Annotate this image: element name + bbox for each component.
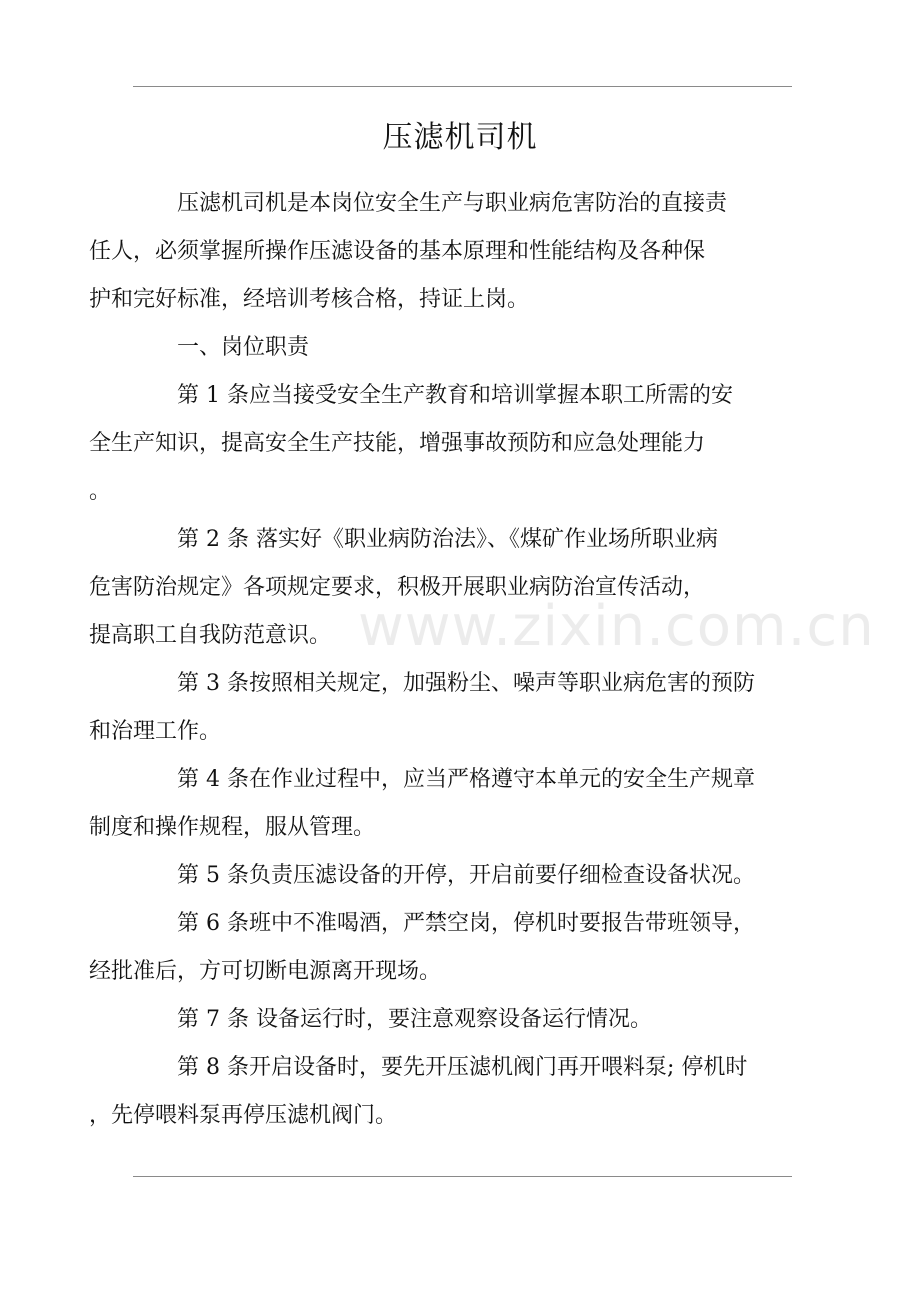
- text-line: 第 3 条按照相关规定，加强粉尘、噪声等职业病危害的预防: [177, 671, 755, 696]
- article-3: [89, 660, 795, 756]
- text-line: 第 8 条开启设备时，要先开压滤机阀门再开喂料泵; 停机时: [177, 1055, 748, 1080]
- text-line: ，先停喂料泵再停压滤机阀门。: [89, 1103, 398, 1128]
- document-body: [89, 180, 795, 1140]
- text-line: 护和完好标准，经培训考核合格，持证上岗。: [89, 287, 530, 312]
- text-line: 。: [89, 479, 112, 504]
- text-line: 全生产知识，提高安全生产技能，增强事故预防和应急处理能力: [89, 431, 706, 456]
- paragraph-intro: [89, 180, 795, 324]
- text-line: 制度和操作规程，服从管理。: [89, 815, 376, 840]
- text-line: 任人，必须掌握所操作压滤设备的基本原理和性能结构及各种保: [89, 239, 706, 264]
- text-line: 第 7 条 设备运行时，要注意观察设备运行情况。: [177, 1007, 652, 1032]
- text-line: 经批准后，方可切断电源离开现场。: [89, 959, 442, 984]
- text-line: 一、岗位职责: [177, 335, 310, 360]
- document-title: 压滤机司机: [382, 120, 538, 155]
- watermark: www.zixin.com.cn: [358, 594, 875, 659]
- article-6: [89, 900, 795, 996]
- text-line: 第 2 条 落实好《职业病防治法》、《煤矿作业场所职业病: [177, 527, 718, 552]
- text-line: 提高职工自我防范意识。: [89, 623, 332, 648]
- text-line: 压滤机司机是本岗位安全生产与职业病危害防治的直接责: [177, 191, 728, 216]
- article-1: [89, 372, 795, 516]
- text-line: 第 1 条应当接受安全生产教育和培训掌握本职工所需的安: [177, 383, 733, 408]
- text-line: 第 6 条班中不准喝酒，严禁空岗，停机时要报告带班领导，: [177, 911, 755, 936]
- text-line: 危害防治规定》各项规定要求，积极开展职业病防治宣传活动，: [89, 575, 706, 600]
- article-2: [89, 516, 795, 660]
- article-8: [89, 1044, 795, 1140]
- article-4: [89, 756, 795, 852]
- article-7: [133, 996, 795, 1044]
- article-5: [133, 852, 795, 900]
- bottom-divider: [133, 1176, 792, 1177]
- text-line: 和治理工作。: [89, 719, 222, 744]
- top-divider: [133, 86, 792, 87]
- text-line: 第 5 条负责压滤设备的开停，开启前要仔细检查设备状况。: [177, 863, 755, 888]
- section-heading: [133, 324, 795, 372]
- text-line: 第 4 条在作业过程中，应当严格遵守本单元的安全生产规章: [177, 767, 755, 792]
